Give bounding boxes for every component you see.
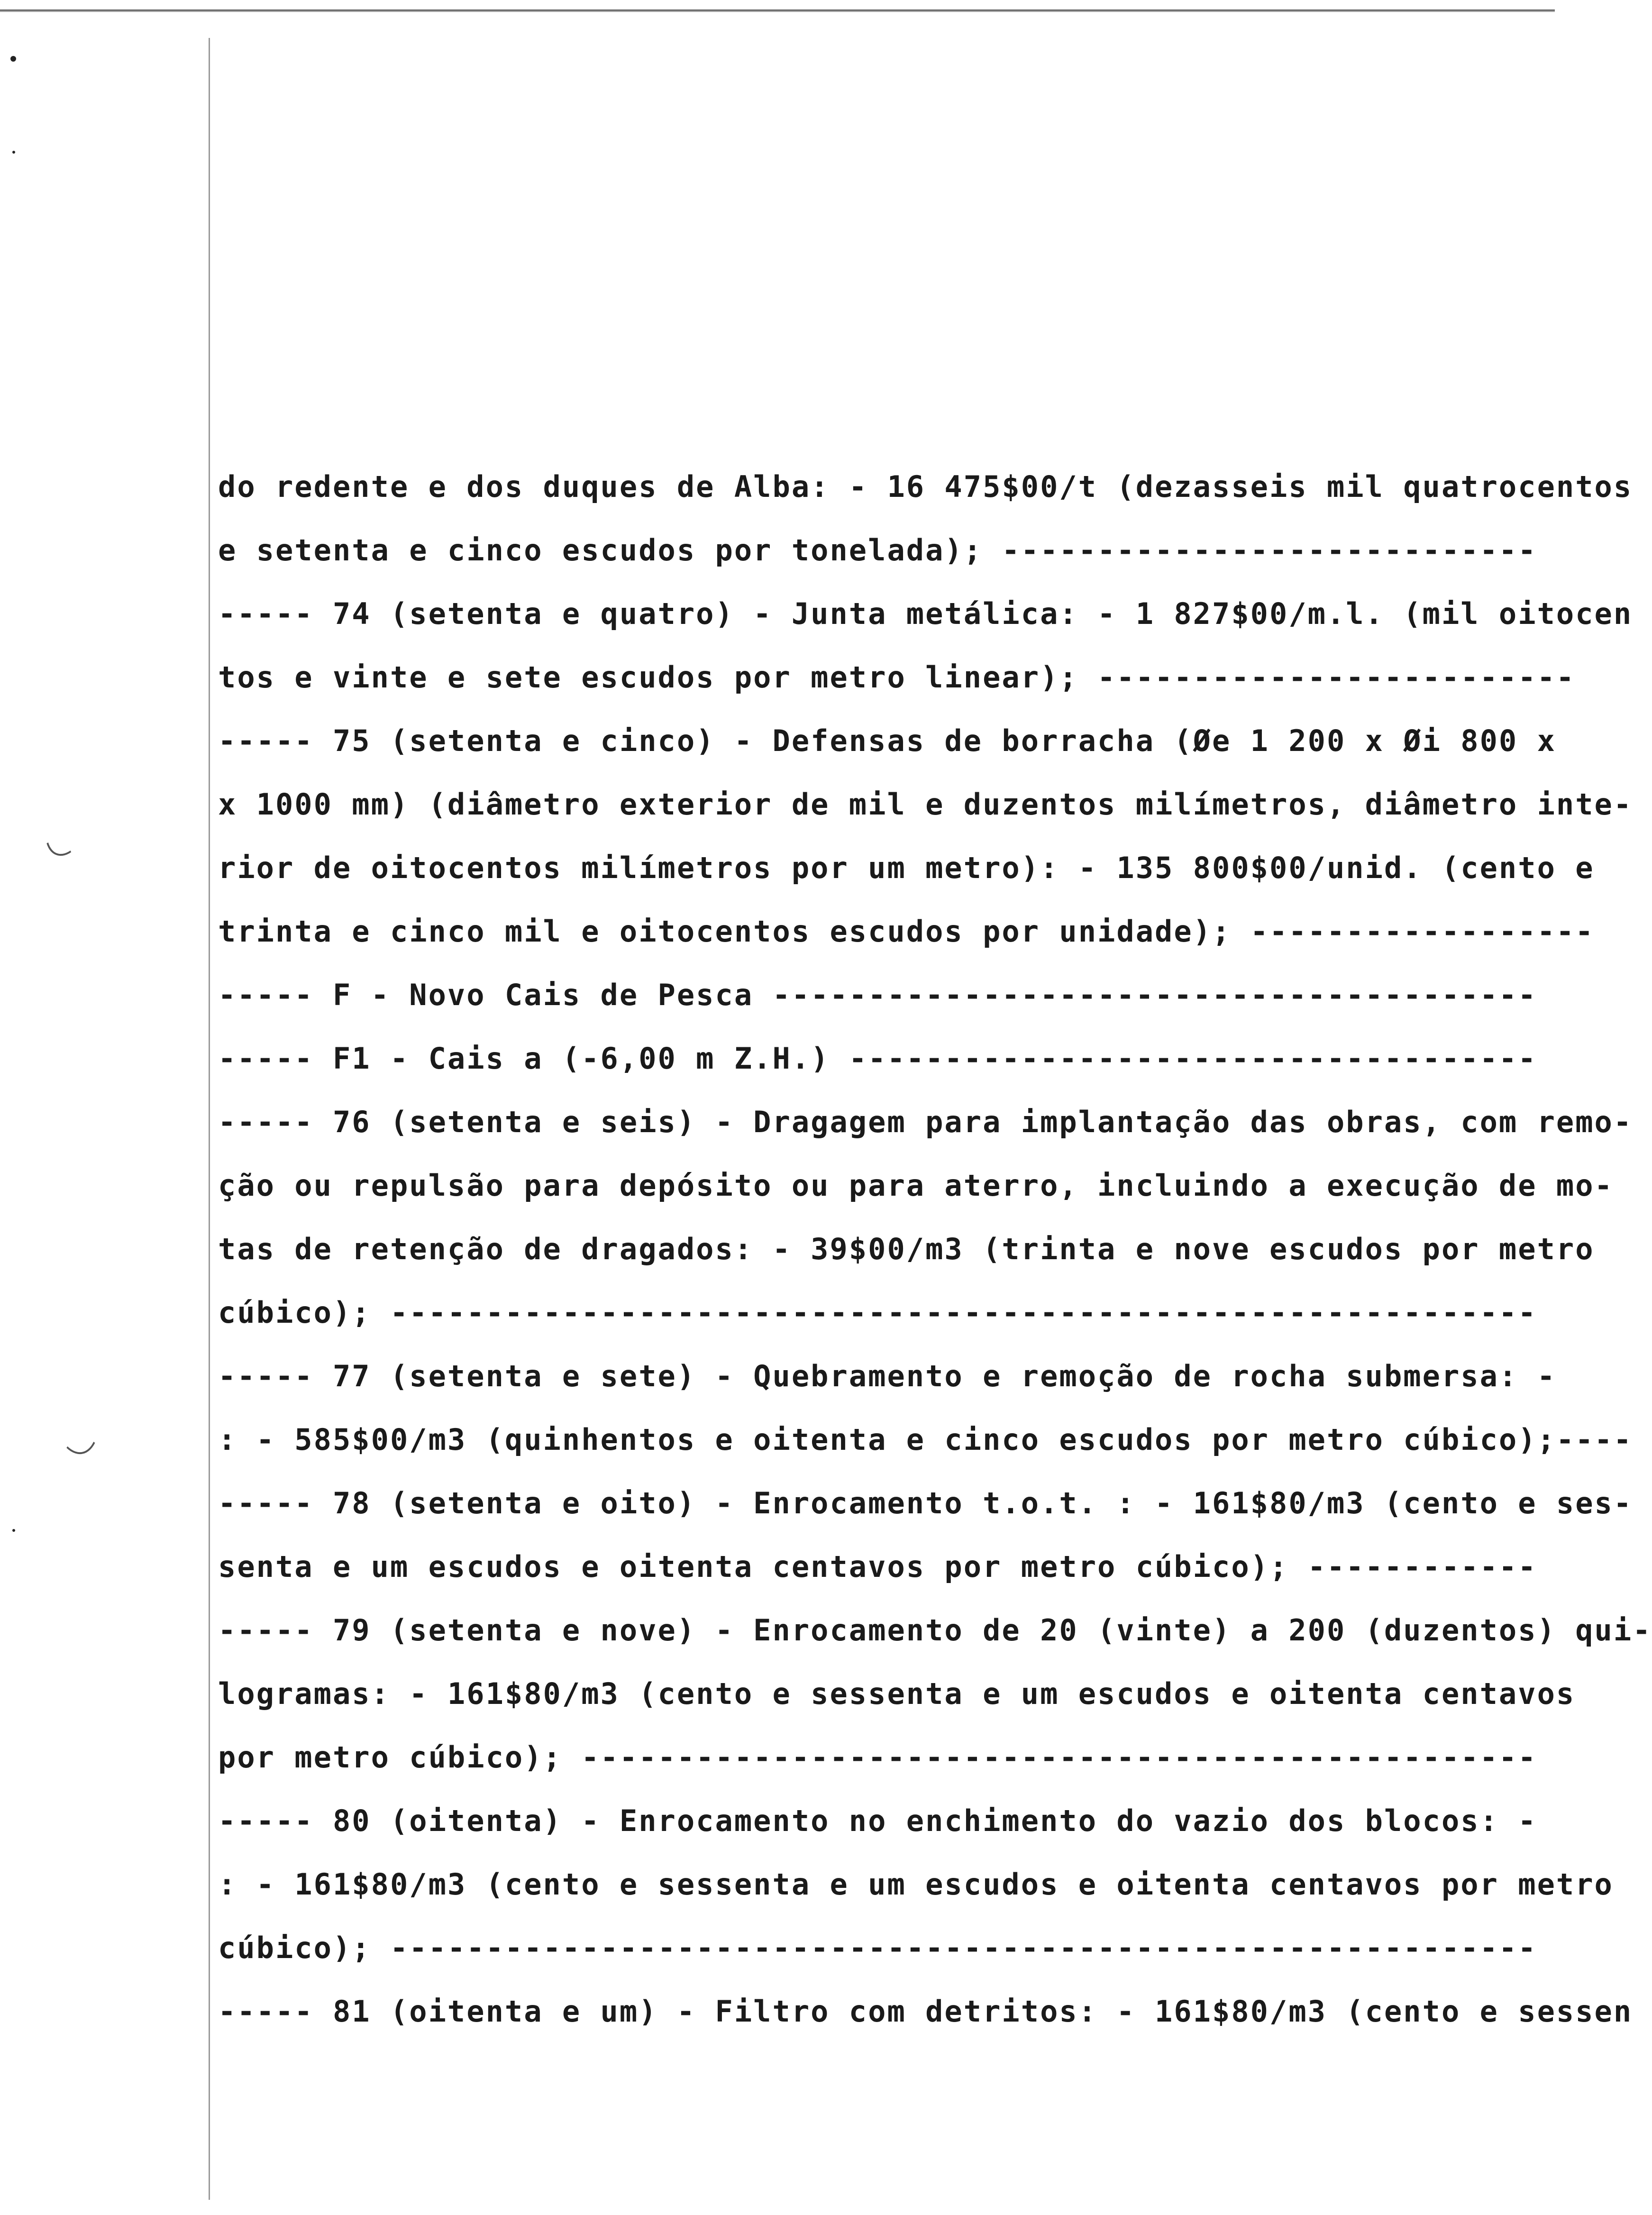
text-line: ----- 80 (oitenta) - Enrocamento no enchimento do vazio dos blocos: - bbox=[218, 1803, 1537, 1838]
section-heading: ----- F - Novo Cais de Pesca ---------------------------------------- bbox=[218, 978, 1537, 1012]
text-line: cúbico); ------------------------------------------------------------ bbox=[218, 1295, 1537, 1330]
scan-speck bbox=[10, 56, 16, 62]
text-line: senta e um escudos e oitenta centavos por metro cúbico); ------------ bbox=[218, 1549, 1537, 1584]
subsection-heading: ----- F1 - Cais a (-6,00 m Z.H.) ------------------------------------ bbox=[218, 1041, 1537, 1076]
scan-speck bbox=[12, 151, 15, 154]
text-line: ----- 77 (setenta e sete) - Quebramento e remoção de rocha submersa: - bbox=[218, 1359, 1556, 1393]
text-line: por metro cúbico); -------------------------------------------------- bbox=[218, 1740, 1537, 1775]
scan-mark bbox=[46, 1372, 105, 1458]
text-line: e setenta e cinco escudos por tonelada); ---------------------------- bbox=[218, 533, 1537, 567]
text-line: : - 161$80/m3 (cento e sessenta e um escudos e oitenta centavos por metro bbox=[218, 1867, 1614, 1902]
scan-mark bbox=[37, 782, 100, 862]
text-line: : - 585$00/m3 (quinhentos e oitenta e cinco escudos por metro cúbico);---- bbox=[218, 1422, 1633, 1457]
margin-rule bbox=[209, 38, 210, 2200]
text-line: x 1000 mm) (diâmetro exterior de mil e duzentos milímetros, diâmetro inte- bbox=[218, 787, 1633, 822]
text-line: tas de retenção de dragados: - 39$00/m3 (trinta e nove escudos por metro bbox=[218, 1232, 1595, 1266]
text-line: ----- 79 (setenta e nove) - Enrocamento de 20 (vinte) a 200 (duzentos) qui- bbox=[218, 1613, 1652, 1648]
scan-top-edge bbox=[0, 9, 1555, 12]
document-body bbox=[218, 455, 1652, 2043]
text-line: ----- 76 (setenta e seis) - Dragagem para implantação das obras, com remo- bbox=[218, 1105, 1633, 1139]
text-line: do redente e dos duques de Alba: - 16 475$00/t (dezasseis mil quatrocentos bbox=[218, 469, 1633, 504]
text-line: logramas: - 161$80/m3 (cento e sessenta e um escudos e oitenta centavos bbox=[218, 1676, 1576, 1711]
text-line: trinta e cinco mil e oitocentos escudos por unidade); ------------------ bbox=[218, 914, 1595, 949]
text-line: ção ou repulsão para depósito ou para aterro, incluindo a execução de mo- bbox=[218, 1168, 1614, 1203]
text-line: cúbico); ------------------------------------------------------------ bbox=[218, 1931, 1537, 1965]
text-line: ----- 74 (setenta e quatro) - Junta metálica: - 1 827$00/m.l. (mil oitocen bbox=[218, 596, 1633, 631]
text-line: rior de oitocentos milímetros por um metro): - 135 800$00/unid. (cento e bbox=[218, 851, 1595, 885]
text-line: ----- 75 (setenta e cinco) - Defensas de borracha (Øe 1 200 x Øi 800 x bbox=[218, 723, 1556, 758]
text-line: ----- 78 (setenta e oito) - Enrocamento t.o.t. : - 161$80/m3 (cento e ses- bbox=[218, 1486, 1633, 1520]
scan-speck bbox=[12, 1529, 15, 1532]
text-line: ----- 81 (oitenta e um) - Filtro com detritos: - 161$80/m3 (cento e sessen bbox=[218, 1994, 1633, 2029]
text-line: tos e vinte e sete escudos por metro linear); ------------------------- bbox=[218, 660, 1576, 695]
